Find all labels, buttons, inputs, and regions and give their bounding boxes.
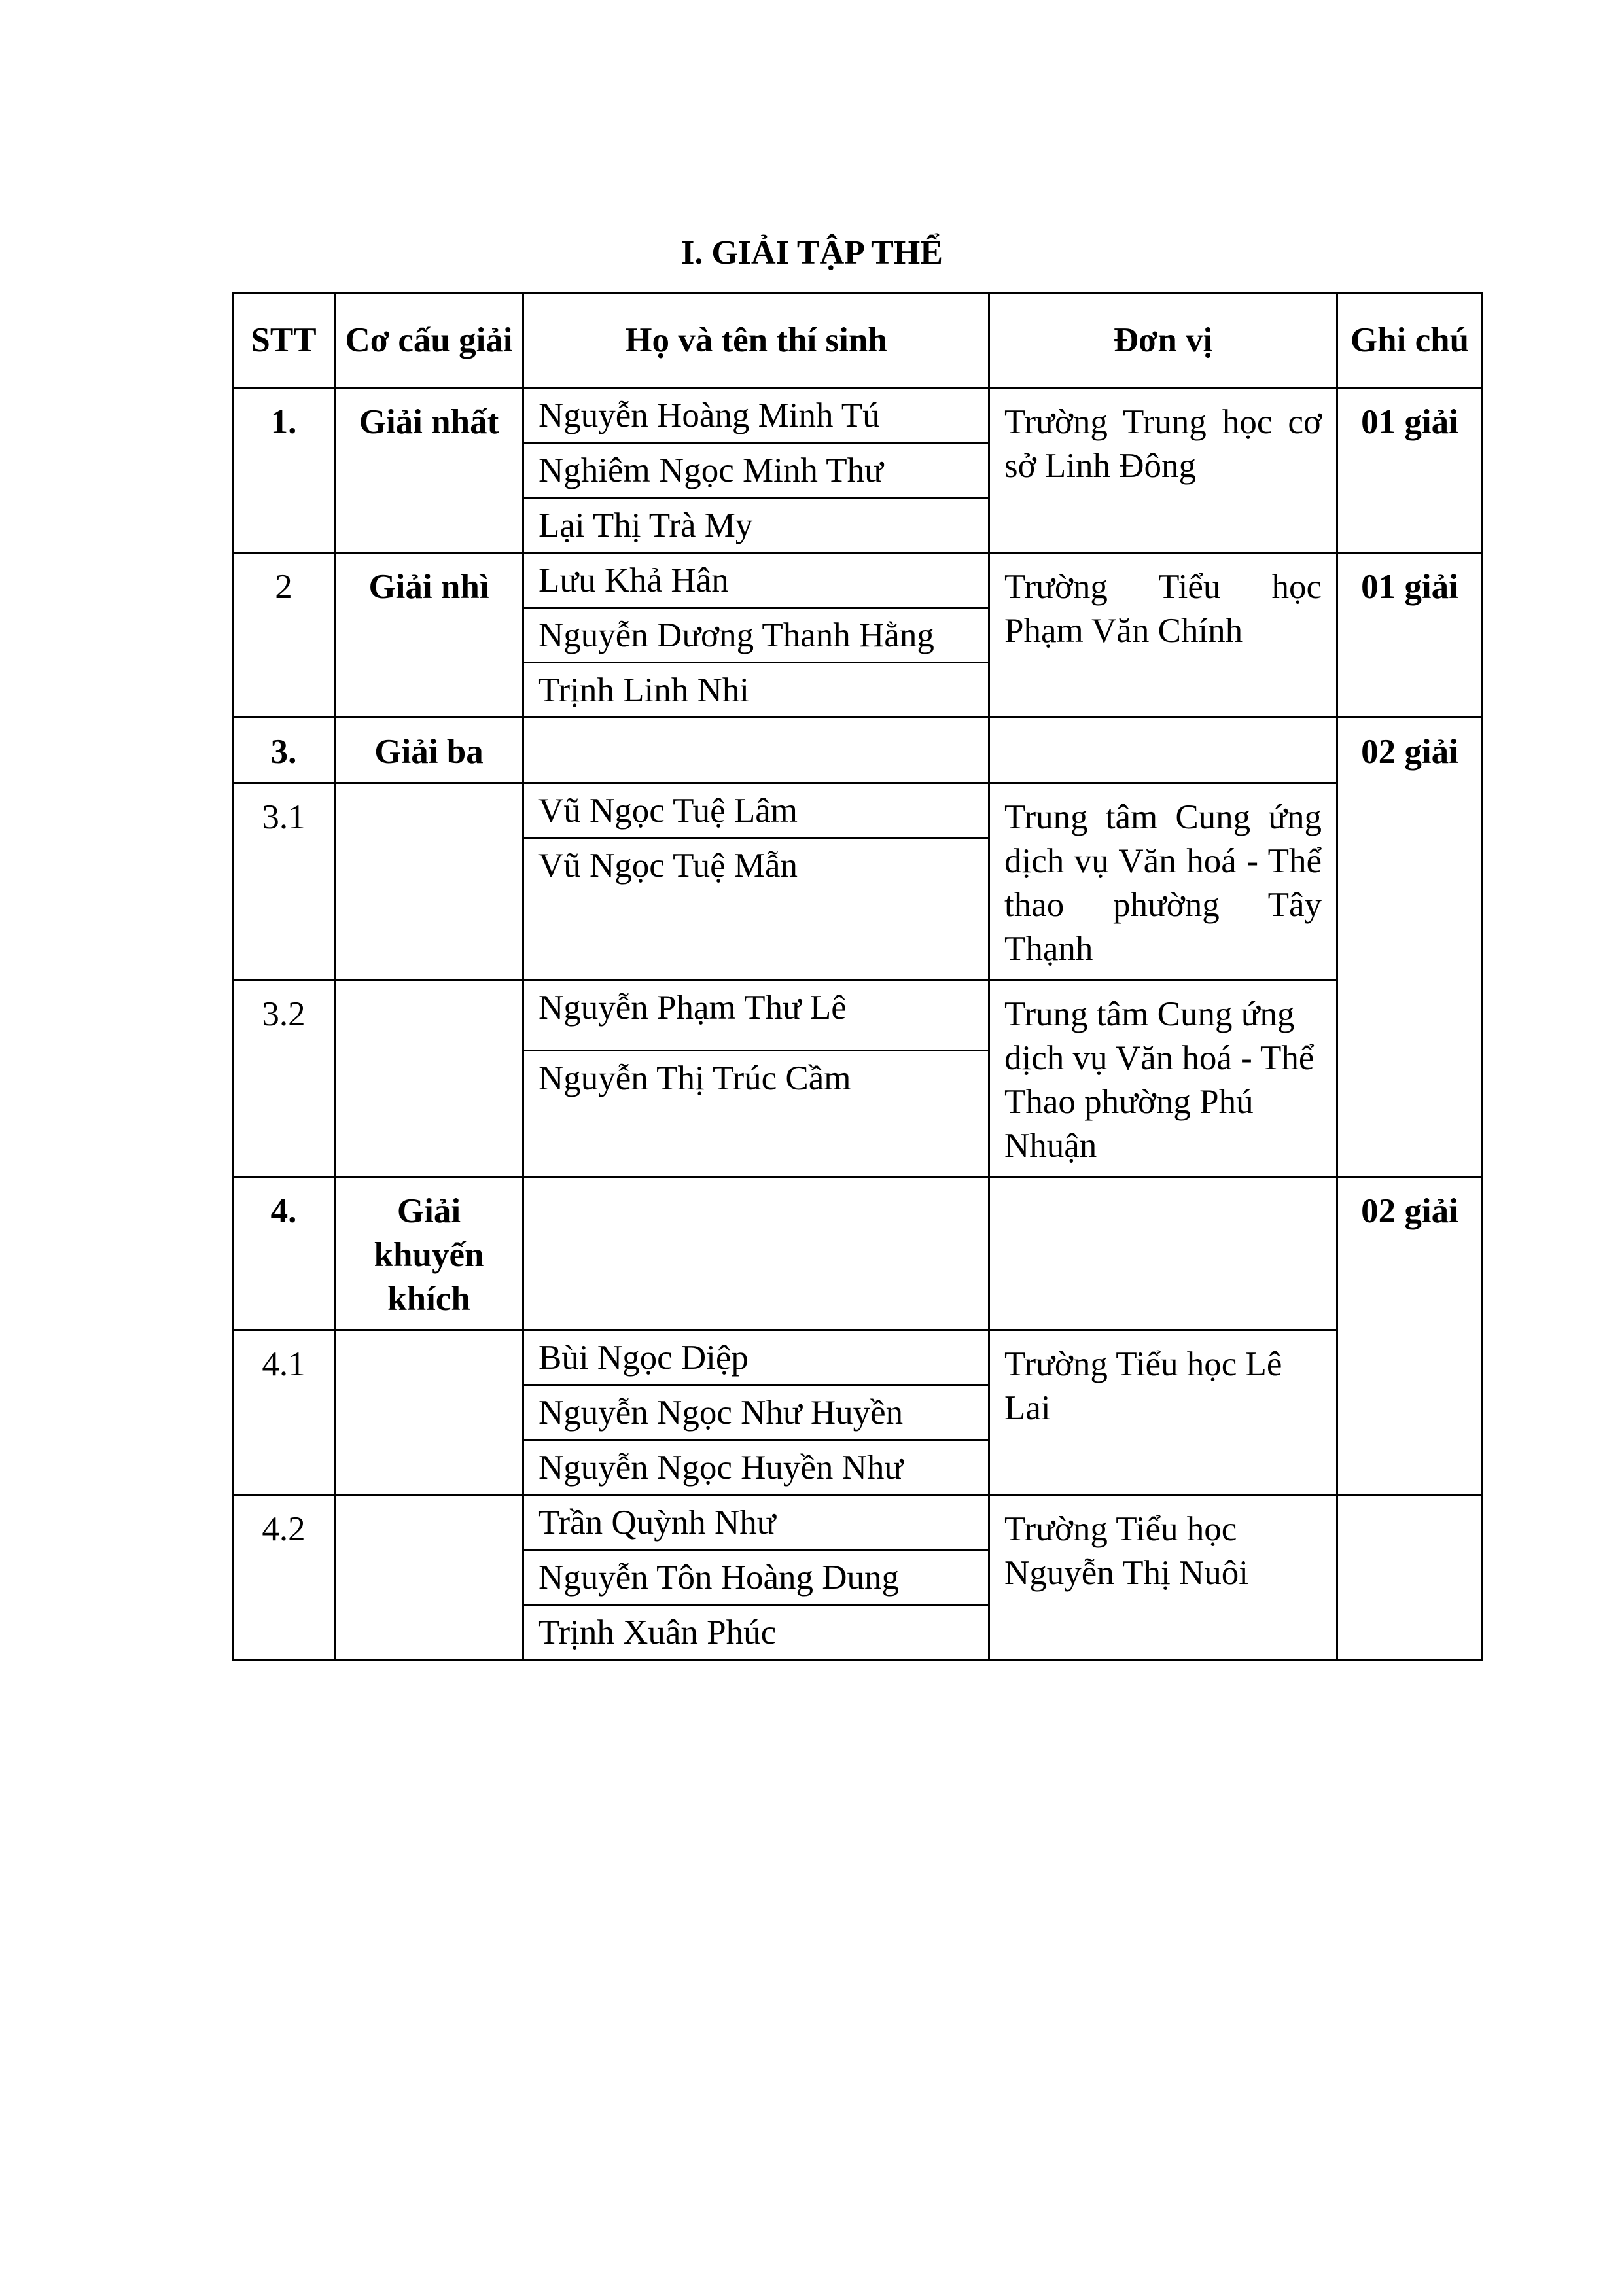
empty-cell	[335, 1330, 523, 1495]
member-name: Nguyễn Ngọc Như Huyền	[523, 1385, 989, 1440]
prize-cell: Giải khuyến khích	[335, 1177, 523, 1330]
table-row	[233, 1330, 1483, 1385]
member-name: Vũ Ngọc Tuệ Mẫn	[523, 838, 989, 980]
member-name: Nguyễn Ngọc Huyền Như	[523, 1440, 989, 1495]
header-row	[233, 293, 1483, 388]
unit-cell: Trường Tiểu học Nguyễn Thị Nuôi	[989, 1495, 1337, 1660]
header-ho-ten: Họ và tên thí sinh	[523, 293, 989, 388]
empty-cell	[523, 1177, 989, 1330]
member-name: Nguyễn Tôn Hoàng Dung	[523, 1550, 989, 1605]
empty-cell	[989, 1177, 1337, 1330]
note-cell: 01 giải	[1337, 553, 1483, 718]
unit-cell: Trường Tiểu học Phạm Văn Chính	[989, 553, 1337, 718]
member-name: Lưu Khả Hân	[523, 553, 989, 608]
member-name: Bùi Ngọc Diệp	[523, 1330, 989, 1385]
note-cell: 01 giải	[1337, 388, 1483, 553]
header-stt: STT	[233, 293, 335, 388]
note-cell: 02 giải	[1337, 1177, 1483, 1495]
stt-cell: 3.2	[233, 980, 335, 1177]
unit-cell: Trung tâm Cung ứng dịch vụ Văn hoá - Thể thao phường Tây Thạnh	[989, 783, 1337, 980]
prize-cell: Giải nhất	[335, 388, 523, 553]
empty-cell	[335, 1495, 523, 1660]
header-ghi-chu: Ghi chú	[1337, 293, 1483, 388]
unit-cell: Trường Trung học cơ sở Linh Đông	[989, 388, 1337, 553]
member-name: Nguyễn Phạm Thư Lê	[523, 980, 989, 1051]
prize-cell: Giải nhì	[335, 553, 523, 718]
stt-cell: 3.	[233, 718, 335, 783]
table-row	[233, 783, 1483, 838]
stt-cell: 3.1	[233, 783, 335, 980]
table-row	[233, 1495, 1483, 1550]
table-row	[233, 388, 1483, 443]
empty-cell	[523, 718, 989, 783]
section-title: I. GIẢI TẬP THỂ	[681, 234, 943, 272]
empty-cell	[335, 980, 523, 1177]
member-name: Vũ Ngọc Tuệ Lâm	[523, 783, 989, 838]
header-co-cau-giai: Cơ cấu giải	[335, 293, 523, 388]
member-name: Lại Thị Trà My	[523, 498, 989, 553]
stt-cell: 2	[233, 553, 335, 718]
header-don-vi: Đơn vị	[989, 293, 1337, 388]
unit-cell: Trung tâm Cung ứng dịch vụ Văn hoá - Thể Thao phường Phú Nhuận	[989, 980, 1337, 1177]
stt-cell: 4.	[233, 1177, 335, 1330]
member-name: Nguyễn Thị Trúc Cầm	[523, 1051, 989, 1177]
member-name: Nghiêm Ngọc Minh Thư	[523, 443, 989, 498]
award-table	[232, 292, 1483, 1661]
member-name: Nguyễn Dương Thanh Hằng	[523, 608, 989, 663]
stt-cell: 4.2	[233, 1495, 335, 1660]
table-row	[233, 1177, 1483, 1330]
empty-cell	[1337, 1495, 1483, 1660]
unit-cell: Trường Tiểu học Lê Lai	[989, 1330, 1337, 1495]
table-row	[233, 718, 1483, 783]
prize-cell: Giải ba	[335, 718, 523, 783]
member-name: Trần Quỳnh Như	[523, 1495, 989, 1550]
stt-cell: 4.1	[233, 1330, 335, 1495]
note-cell: 02 giải	[1337, 718, 1483, 1177]
stt-cell: 1.	[233, 388, 335, 553]
member-name: Trịnh Xuân Phúc	[523, 1605, 989, 1660]
empty-cell	[335, 783, 523, 980]
table-row	[233, 553, 1483, 608]
empty-cell	[989, 718, 1337, 783]
member-name: Nguyễn Hoàng Minh Tú	[523, 388, 989, 443]
table-row	[233, 980, 1483, 1051]
member-name: Trịnh Linh Nhi	[523, 663, 989, 718]
